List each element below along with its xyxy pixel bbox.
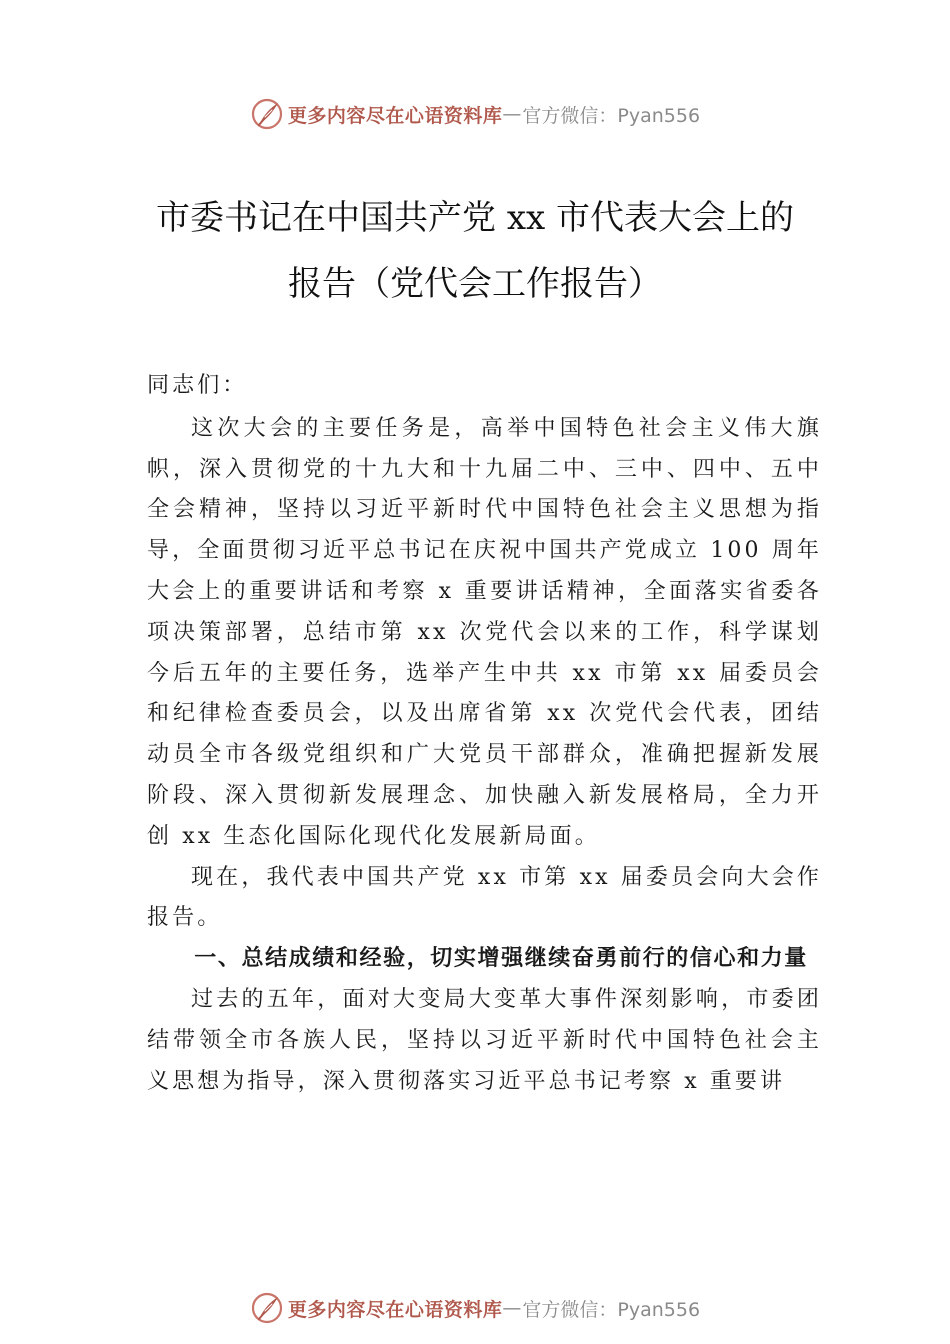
document-body (147, 366, 822, 1102)
banner-separator: — (502, 1297, 523, 1319)
feather-pen-logo-icon (250, 1291, 284, 1325)
feather-pen-logo-icon (250, 97, 284, 131)
header-watermark-banner (0, 94, 950, 134)
wechat-text: 官方微信：Pyan556 (522, 1298, 701, 1321)
document-title (100, 185, 850, 317)
paragraph: 过去的五年，面对大变局大变革大事件深刻影响，市委团结带领全市各族人民，坚持以习近平新时代中国特色社会主义思想为指导，深入贯彻落实习近平总书记考察 x 重要讲 (147, 986, 822, 1094)
banner-separator: — (502, 103, 523, 125)
brand-text: 更多内容尽在心语资料库 (287, 1298, 503, 1321)
brand-text: 更多内容尽在心语资料库 (287, 104, 503, 127)
title-line-2: 报告（党代会工作报告） (288, 264, 662, 304)
wechat-text: 官方微信：Pyan556 (522, 104, 701, 127)
paragraph: 这次大会的主要任务是，高举中国特色社会主义伟大旗帜，深入贯彻党的十九大和十九届二中、三中、四中、五中全会精神，坚持以习近平新时代中国特色社会主义思想为指导，全面贯彻习近平总书记在庆祝中国共产党成立 100 周年大会上的重要讲话和考察 x 重要讲话精神，全面落实省委各项决策部署，总结市第 xx 次党代会以来的工作，科学谋划今后五年的主要任务，选举产生中共 xx 市第 xx 届委员会和纪律检查委员会，以及出席省第 xx 次党代会代表，团结动员全市各级党组织和广大党员干部群众，准确把握新发展阶段、深入贯彻新发展理念、加快融入新发展格局，全力开创 xx 生态化国际化现代化发展新局面。 (147, 415, 822, 849)
title-line-1: 市委书记在中国共产党 xx 市代表大会上的 (156, 198, 794, 238)
footer-watermark-banner (0, 1288, 950, 1328)
section-heading: 一、总结成绩和经验，切实增强继续奋勇前行的信心和力量 (194, 946, 808, 972)
salutation: 同志们： (147, 373, 248, 398)
paragraph: 现在，我代表中国共产党 xx 市第 xx 届委员会向大会作报告。 (147, 864, 822, 931)
